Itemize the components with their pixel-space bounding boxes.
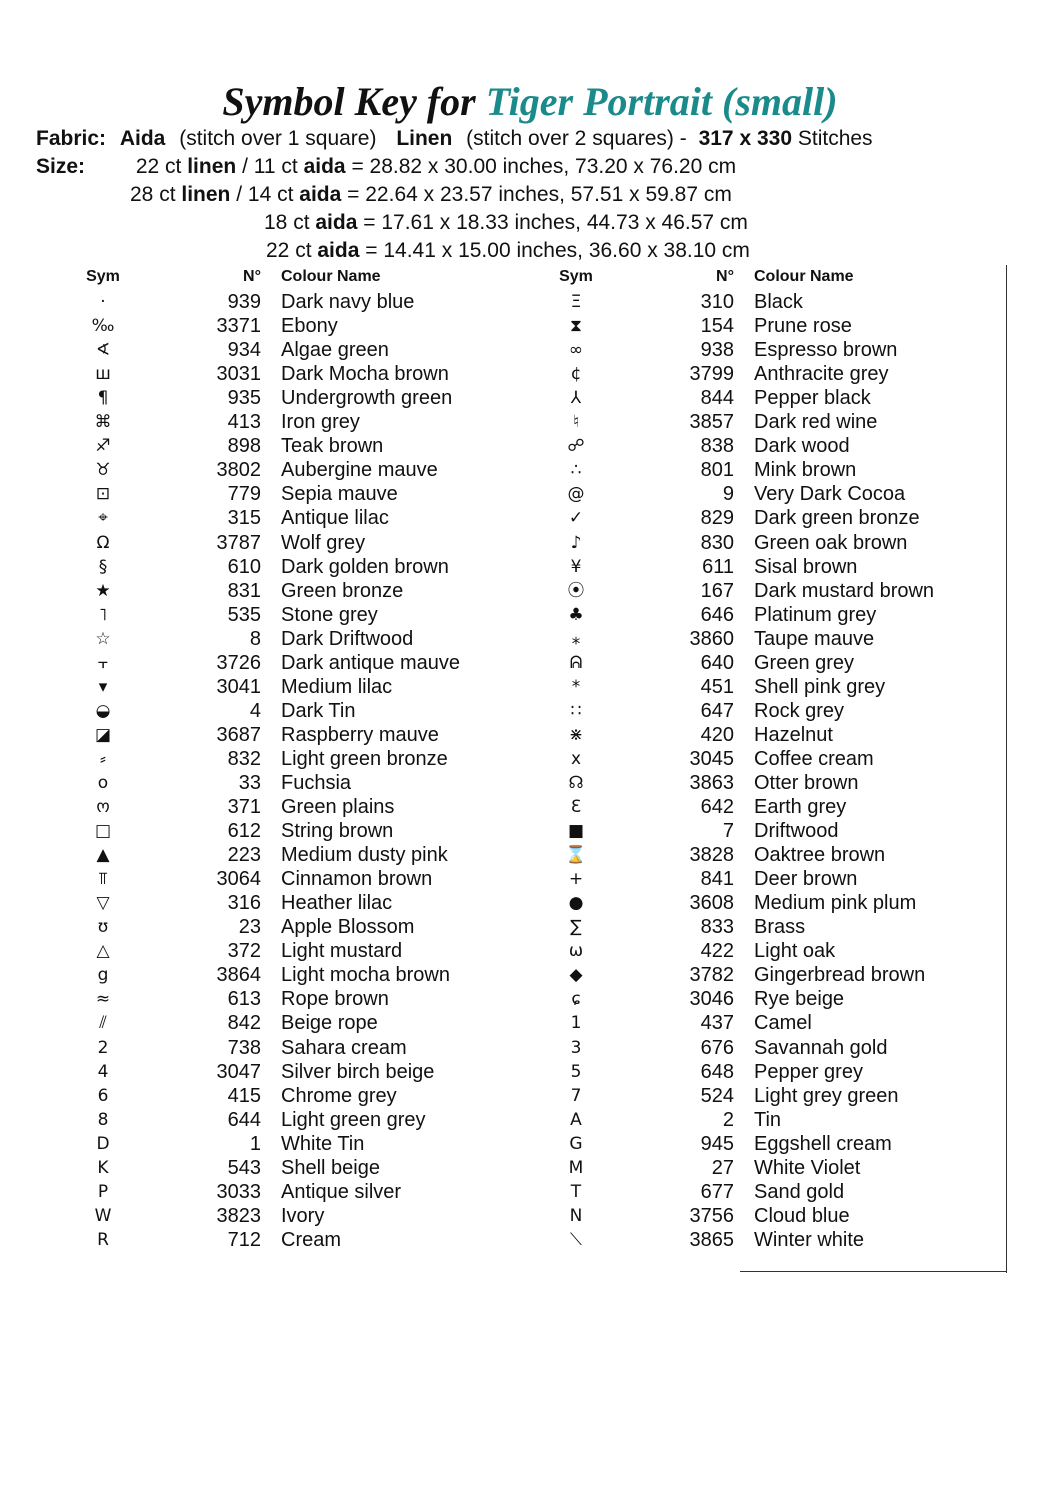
symbol-cell: ◪	[94, 724, 112, 745]
number-cell: 33	[238, 771, 261, 794]
colour-name-cell: Algae green	[281, 339, 389, 362]
colour-name-cell: Aubergine mauve	[281, 459, 438, 482]
symbol-cell: G	[569, 1133, 583, 1154]
number-cell: 838	[700, 435, 734, 458]
number-cell: 167	[700, 579, 734, 602]
colour-name-cell: Gingerbread brown	[754, 964, 926, 987]
symbol-cell: ⧗	[570, 316, 582, 337]
colour-name-cell: Sisal brown	[754, 555, 858, 578]
colour-name-cell: Sahara cream	[281, 1036, 407, 1059]
number-cell: 535	[227, 603, 261, 626]
symbol-cell: T	[570, 1181, 582, 1202]
number-cell: 3371	[216, 315, 261, 338]
size-bold: aida	[299, 183, 342, 206]
number-cell: 3041	[216, 675, 261, 698]
colour-name-cell: Silver birch beige	[281, 1060, 435, 1083]
symbol-cell: 4	[97, 1061, 109, 1082]
number-cell: 437	[700, 1012, 734, 1035]
number-cell: 640	[700, 651, 734, 674]
number-cell: 842	[227, 1012, 261, 1035]
number-cell: 841	[700, 868, 734, 891]
number-cell: 2	[722, 1108, 734, 1131]
fabric-line	[36, 127, 873, 151]
title-pattern-name: Tiger Portrait (small)	[485, 79, 838, 124]
colour-name-cell: Raspberry mauve	[281, 723, 439, 746]
symbol-cell: ⌖	[98, 508, 108, 529]
symbol-cell: ≈	[95, 989, 111, 1010]
symbol-cell: ∞	[568, 340, 584, 361]
symbol-cell: ∷	[570, 700, 582, 721]
size-line-2	[130, 183, 732, 207]
number-cell: 316	[227, 892, 261, 915]
colour-name-cell: Green grey	[754, 651, 855, 674]
number-cell: 3823	[216, 1204, 261, 1227]
number-cell: 3857	[689, 411, 734, 434]
colour-name-cell: Dark Mocha brown	[281, 363, 449, 386]
number-cell: 315	[227, 507, 261, 530]
number-cell: 830	[700, 531, 734, 554]
number-cell: 310	[700, 291, 734, 314]
number-cell: 154	[700, 315, 734, 338]
symbol-cell: *	[571, 676, 581, 697]
symbol-cell: ♪	[570, 532, 582, 553]
number-cell: 3046	[689, 988, 734, 1011]
number-cell: 945	[700, 1132, 734, 1155]
number-cell: 648	[700, 1060, 734, 1083]
symbol-cell: ¶	[97, 388, 109, 409]
symbol-cell: □	[94, 821, 112, 842]
colour-name-cell: Earth grey	[754, 796, 847, 819]
colour-name-cell: Medium pink plum	[754, 892, 917, 915]
colour-name-cell: Medium lilac	[281, 675, 393, 698]
symbol-cell: ☍	[567, 436, 585, 457]
header-name: Colour Name	[281, 268, 381, 285]
symbol-cell: ⟍	[570, 1229, 582, 1250]
number-cell: 934	[227, 339, 261, 362]
colour-name-cell: Shell pink grey	[754, 675, 886, 698]
colour-name-cell: Light oak	[754, 940, 836, 963]
number-cell: 23	[238, 916, 261, 939]
symbol-cell: 1	[570, 1013, 582, 1034]
colour-name-cell: Cloud blue	[754, 1204, 850, 1227]
colour-name-cell: Undergrowth green	[281, 387, 453, 410]
size-label: Size:	[36, 155, 86, 178]
size-text: 18 ct	[264, 211, 310, 234]
symbol-cell: K	[97, 1157, 109, 1178]
colour-name-cell: Otter brown	[754, 771, 859, 794]
colour-name-cell: Brass	[754, 916, 806, 939]
title-prefix: Symbol Key for	[222, 79, 476, 124]
number-cell: 3863	[689, 771, 734, 794]
number-cell: 712	[227, 1228, 261, 1251]
fabric-aida-note: (stitch over 1 square)	[179, 127, 377, 150]
symbol-cell: ▲	[96, 845, 110, 866]
symbol-cell: Ξ	[570, 292, 582, 313]
symbol-cell: ‰	[91, 316, 115, 337]
symbol-cell: ∑	[570, 917, 582, 938]
number-cell: 415	[227, 1084, 261, 1107]
number-cell: 844	[700, 387, 734, 410]
symbol-cell: ⁎	[571, 628, 581, 649]
symbol-cell: ◒	[95, 700, 111, 721]
symbol-cell: ˥	[98, 604, 108, 625]
symbol-cell: 7	[570, 1085, 582, 1106]
colour-name-cell: Green bronze	[281, 579, 404, 602]
colour-name-cell: Green plains	[281, 796, 395, 819]
symbol-cell: ☊	[568, 772, 584, 793]
symbol-cell: ⅄	[570, 388, 582, 409]
size-text: = 22.64 x 23.57 inches, 57.51 x 59.87 cm	[347, 183, 732, 206]
fabric-linen: Linen	[396, 127, 453, 150]
colour-name-cell: Sepia mauve	[281, 483, 398, 506]
number-cell: 7	[722, 820, 734, 843]
number-cell: 935	[227, 387, 261, 410]
colour-name-cell: Black	[754, 291, 803, 314]
number-cell: 3608	[689, 892, 734, 915]
symbol-cell: ⋇	[568, 724, 584, 745]
number-cell: 3687	[216, 723, 261, 746]
colour-name-cell: Cream	[281, 1228, 342, 1251]
number-cell: 451	[700, 675, 734, 698]
number-cell: 3064	[216, 868, 261, 891]
symbol-cell: ★	[95, 580, 111, 601]
size-text: 22 ct	[266, 239, 312, 262]
number-cell: 647	[700, 699, 734, 722]
size-text: / 14 ct	[236, 183, 294, 206]
colour-name-cell: White Violet	[754, 1156, 861, 1179]
symbol-cell: ◆	[569, 965, 583, 986]
colour-name-cell: Dark golden brown	[281, 555, 449, 578]
symbol-cell: ●	[568, 893, 584, 914]
number-cell: 3828	[689, 844, 734, 867]
colour-name-cell: Light green bronze	[281, 747, 448, 770]
page-title	[0, 78, 1060, 125]
colour-name-cell: Platinum grey	[754, 603, 877, 626]
number-cell: 779	[227, 483, 261, 506]
symbol-cell: ♉	[95, 460, 111, 481]
symbol-cell: ⌛	[565, 845, 587, 866]
colour-name-cell: Rope brown	[281, 988, 389, 1011]
colour-name-cell: Teak brown	[281, 435, 384, 458]
colour-name-cell: Savannah gold	[754, 1036, 888, 1059]
colour-name-cell: Green oak brown	[754, 531, 908, 554]
symbol-cell: ⊡	[95, 484, 111, 505]
colour-name-cell: Tin	[754, 1108, 782, 1131]
symbol-cell: 8	[97, 1109, 109, 1130]
colour-name-cell: Light green grey	[281, 1108, 426, 1131]
number-cell: 612	[227, 820, 261, 843]
number-cell: 738	[227, 1036, 261, 1059]
number-cell: 3864	[216, 964, 261, 987]
fabric-stitches-word: Stitches	[797, 127, 873, 150]
colour-name-cell: Very Dark Cocoa	[754, 483, 906, 506]
number-cell: 524	[700, 1084, 734, 1107]
symbol-cell: D	[96, 1133, 110, 1154]
symbol-cell: o	[97, 772, 109, 793]
symbol-cell: 3	[570, 1037, 582, 1058]
number-cell: 420	[700, 723, 734, 746]
colour-name-cell: Camel	[754, 1012, 812, 1035]
colour-name-cell: Anthracite grey	[754, 363, 889, 386]
symbol-cell: 6	[97, 1085, 109, 1106]
number-cell: 646	[700, 603, 734, 626]
size-line-1	[36, 155, 736, 179]
number-cell: 8	[249, 627, 261, 650]
size-bold: aida	[303, 155, 346, 178]
symbol-cell: ⦿	[567, 580, 585, 601]
colour-name-cell: Dark Tin	[281, 699, 356, 722]
symbol-cell: g	[97, 965, 109, 986]
number-cell: 3045	[689, 747, 734, 770]
right-border	[1006, 265, 1007, 1273]
size-text: = 17.61 x 18.33 inches, 44.73 x 46.57 cm	[363, 211, 748, 234]
colour-name-cell: Iron grey	[281, 411, 360, 434]
symbol-cell: ო	[96, 797, 110, 818]
colour-name-cell: Ivory	[281, 1204, 325, 1227]
fabric-label: Fabric:	[36, 127, 107, 150]
colour-name-cell: Cinnamon brown	[281, 868, 433, 891]
colour-name-cell: Medium dusty pink	[281, 844, 448, 867]
symbol-cell: ☆	[95, 628, 111, 649]
symbol-cell: ⌘	[94, 412, 112, 433]
number-cell: 3799	[689, 363, 734, 386]
symbol-cell: 5	[570, 1061, 582, 1082]
number-cell: 27	[711, 1156, 734, 1179]
symbol-cell: §	[98, 556, 108, 577]
colour-name-cell: Light grey green	[754, 1084, 899, 1107]
symbol-cell: ∴	[570, 460, 582, 481]
header-num: N°	[243, 268, 261, 285]
size-text: = 14.41 x 15.00 inches, 36.60 x 38.10 cm	[365, 239, 750, 262]
symbol-cell: ⫟	[97, 652, 109, 673]
colour-name-cell: Dark Driftwood	[281, 627, 414, 650]
symbol-cell: ⫽	[99, 1013, 107, 1034]
colour-name-cell: Oaktree brown	[754, 844, 886, 867]
size-bold: aida	[317, 239, 360, 262]
fabric-stitches: 317 x 330	[698, 127, 793, 150]
colour-name-cell: Light mustard	[281, 940, 403, 963]
symbol-cell: ·	[100, 292, 106, 313]
symbol-cell: ♣	[568, 604, 584, 625]
colour-name-cell: Chrome grey	[281, 1084, 397, 1107]
colour-name-cell: Fuchsia	[281, 771, 352, 794]
colour-name-cell: Dark red wine	[754, 411, 878, 434]
symbol-cell: ♮	[572, 412, 580, 433]
number-cell: 644	[227, 1108, 261, 1131]
colour-name-cell: Hazelnut	[754, 723, 833, 746]
number-cell: 939	[227, 291, 261, 314]
number-cell: 677	[700, 1180, 734, 1203]
size-text: 28 ct	[130, 183, 176, 206]
number-cell: 833	[700, 916, 734, 939]
colour-name-cell: Taupe mauve	[754, 627, 875, 650]
number-cell: 938	[700, 339, 734, 362]
number-cell: 3047	[216, 1060, 261, 1083]
number-cell: 422	[700, 940, 734, 963]
symbol-cell: ▾	[98, 676, 108, 697]
colour-name-cell: Espresso brown	[754, 339, 898, 362]
symbol-cell: R	[97, 1229, 109, 1250]
symbol-cell: ш	[95, 364, 111, 385]
size-bold: linen	[187, 155, 237, 178]
symbol-cell: 2	[97, 1037, 109, 1058]
colour-name-cell: Eggshell cream	[754, 1132, 892, 1155]
number-cell: 898	[227, 435, 261, 458]
colour-name-cell: Dark green bronze	[754, 507, 920, 530]
colour-name-cell: Driftwood	[754, 820, 839, 843]
symbol-cell: @	[567, 484, 585, 505]
header-num: N°	[716, 268, 734, 285]
number-cell: 3782	[689, 964, 734, 987]
symbol-cell: ∢	[95, 340, 111, 361]
colour-name-cell: Shell beige	[281, 1156, 380, 1179]
size-line-4	[266, 239, 750, 263]
colour-name-cell: Rye beige	[754, 988, 845, 1011]
symbol-cell: ♐	[95, 436, 111, 457]
number-cell: 372	[227, 940, 261, 963]
colour-name-cell: White Tin	[281, 1132, 365, 1155]
number-cell: 3802	[216, 459, 261, 482]
symbol-cell: +	[568, 869, 584, 890]
number-cell: 829	[700, 507, 734, 530]
number-cell: 371	[227, 796, 261, 819]
symbol-cell: P	[97, 1181, 109, 1202]
symbol-cell: ⫪	[98, 869, 108, 890]
size-bold: aida	[315, 211, 358, 234]
colour-name-cell: Dark antique mauve	[281, 651, 460, 674]
number-cell: 801	[700, 459, 734, 482]
colour-name-cell: Beige rope	[281, 1012, 378, 1035]
number-cell: 831	[227, 579, 261, 602]
colour-name-cell: Pepper black	[754, 387, 871, 410]
colour-name-cell: Antique silver	[281, 1180, 402, 1203]
symbol-cell: x	[570, 748, 582, 769]
number-cell: 676	[700, 1036, 734, 1059]
colour-name-cell: Wolf grey	[281, 531, 366, 554]
colour-name-cell: Mink brown	[754, 459, 857, 482]
symbol-cell: ɕ	[571, 989, 581, 1010]
size-bold: linen	[181, 183, 231, 206]
colour-name-cell: Winter white	[754, 1228, 865, 1251]
size-line-3	[264, 211, 748, 235]
colour-name-cell: Deer brown	[754, 868, 858, 891]
number-cell: 3726	[216, 651, 261, 674]
number-cell: 3031	[216, 363, 261, 386]
colour-name-cell: Dark mustard brown	[754, 579, 935, 602]
symbol-cell: N	[569, 1205, 583, 1226]
colour-name-cell: Pepper grey	[754, 1060, 863, 1083]
colour-name-cell: Rock grey	[754, 699, 845, 722]
header-sym: Sym	[86, 268, 120, 285]
header-name: Colour Name	[754, 268, 854, 285]
colour-name-cell: Sand gold	[754, 1180, 845, 1203]
symbol-cell: W	[94, 1205, 112, 1226]
symbol-cell: ¥	[570, 556, 582, 577]
number-cell: 3756	[689, 1204, 734, 1227]
colour-name-cell: Prune rose	[754, 315, 852, 338]
fabric-linen-note: (stitch over 2 squares) -	[466, 127, 687, 150]
header-sym: Sym	[559, 268, 593, 285]
symbol-cell: Ɛ	[570, 797, 582, 818]
symbol-cell: ᕱ	[569, 652, 583, 673]
symbol-cell: ʊ	[97, 917, 109, 938]
number-cell: 223	[227, 844, 261, 867]
symbol-cell: A	[570, 1109, 582, 1130]
symbol-cell: ■	[567, 821, 585, 842]
symbol-cell: ⸗	[100, 748, 106, 769]
number-cell: 3865	[689, 1228, 734, 1251]
colour-name-cell: Antique lilac	[281, 507, 389, 530]
number-cell: 611	[702, 555, 734, 578]
colour-name-cell: Apple Blossom	[281, 916, 415, 939]
number-cell: 4	[249, 699, 261, 722]
colour-name-cell: Ebony	[281, 315, 338, 338]
symbol-cell: △	[96, 941, 110, 962]
number-cell: 413	[227, 411, 261, 434]
number-cell: 642	[700, 796, 734, 819]
colour-name-cell: Dark navy blue	[281, 291, 415, 314]
number-cell: 613	[227, 988, 261, 1011]
number-cell: 610	[227, 555, 261, 578]
bottom-border	[740, 1271, 1007, 1272]
symbol-cell: ω	[568, 941, 584, 962]
symbol-cell: Ω	[96, 532, 110, 553]
fabric-aida: Aida	[119, 127, 166, 150]
number-cell: 3033	[216, 1180, 261, 1203]
size-text: 22 ct	[135, 155, 182, 178]
size-text: = 28.82 x 30.00 inches, 73.20 x 76.20 cm	[351, 155, 737, 178]
colour-name-cell: Stone grey	[281, 603, 378, 626]
colour-name-cell: String brown	[281, 820, 394, 843]
symbol-cell: M	[568, 1157, 584, 1178]
number-cell: 3860	[689, 627, 734, 650]
size-text: / 11 ct	[242, 155, 298, 178]
number-cell: 9	[722, 483, 734, 506]
symbol-cell: ▽	[96, 893, 110, 914]
number-cell: 832	[227, 747, 261, 770]
number-cell: 3787	[216, 531, 261, 554]
colour-name-cell: Heather lilac	[281, 892, 393, 915]
colour-name-cell: Light mocha brown	[281, 964, 450, 987]
symbol-cell: ¢	[570, 364, 582, 385]
colour-name-cell: Dark wood	[754, 435, 850, 458]
number-cell: 543	[227, 1156, 261, 1179]
symbol-cell: ✓	[568, 508, 584, 529]
colour-name-cell: Coffee cream	[754, 747, 874, 770]
number-cell: 1	[249, 1132, 261, 1155]
